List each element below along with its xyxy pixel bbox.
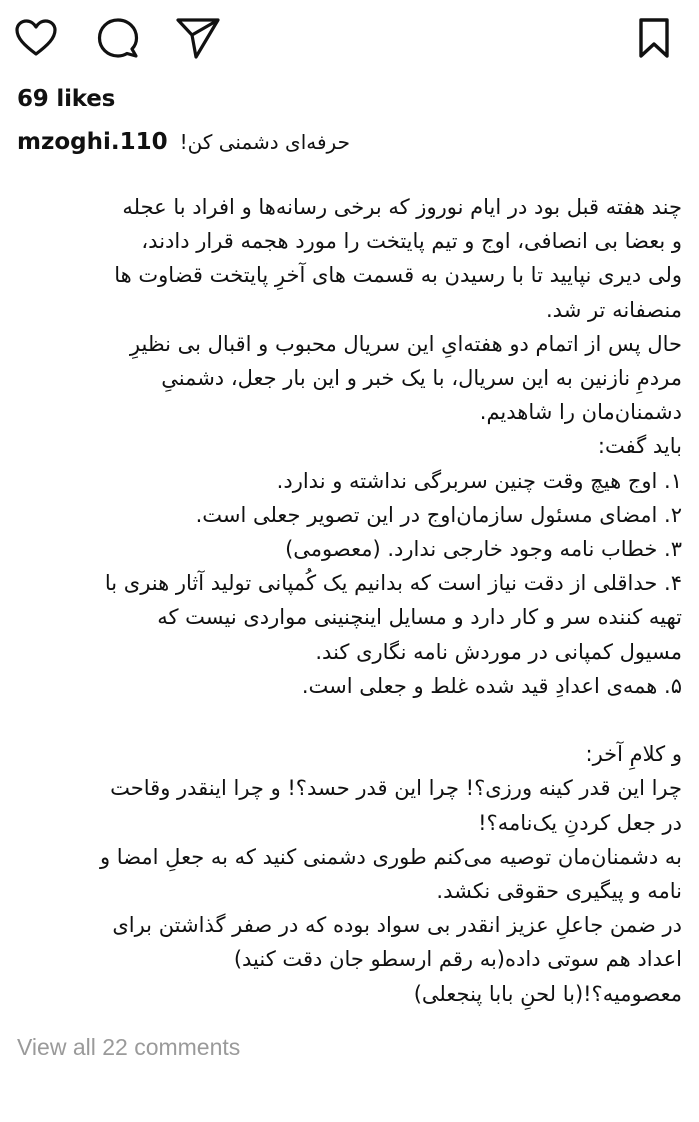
like-button[interactable] — [12, 14, 60, 62]
caption-line: در جعل کردنِ یک‌نامه؟! — [478, 810, 682, 835]
likes-count[interactable]: 69 likes — [17, 86, 116, 112]
save-button[interactable] — [630, 14, 678, 62]
caption-title: حرفه‌ای دشمنی کن! — [179, 130, 350, 154]
paper-plane-icon — [175, 16, 221, 60]
caption-line: تهیه کننده سر و کار دارد و مسایل اینچنینی مواردی نیست که — [157, 605, 682, 630]
caption-line: حال پس از اتمام دو هفته‌ایِ این سریال محبوب و اقبال بی نظیرِ — [129, 331, 682, 356]
caption-body — [17, 190, 682, 1011]
caption-line: و بعضا بی انصافی، اوج و تیم پایتخت را مورد هجمه قرار دادند، — [141, 229, 682, 254]
view-all-comments-link[interactable]: View all 22 comments — [17, 1034, 241, 1060]
post-action-bar — [0, 14, 699, 62]
caption-line: چرا این قدر کینه ورزی؟! چرا این قدر حسد؟! و چرا اینقدر وقاحت — [110, 776, 682, 801]
caption-line: در ضمن جاعلِ عزیز انقدر بی سواد بوده که در صفر گذاشتن برای — [112, 913, 682, 938]
caption-line: به دشمنان‌مان توصیه می‌کنم طوری دشمنی کنید که به جعلِ امضا و — [99, 844, 682, 869]
caption-line: ۵. همه‌ی اعدادِ قید شده غلط و جعلی است. — [301, 673, 682, 698]
caption-line: باید گفت: — [597, 434, 682, 459]
comment-button[interactable] — [94, 14, 142, 62]
caption-line: چند هفته قبل بود در ایام نوروز که برخی رسانه‌ها و افراد با عجله — [122, 195, 682, 219]
caption-line: مردمِ نازنین به این سریال، با یک خبر و این بار جعل، دشمنیِ — [161, 366, 682, 391]
caption-header — [17, 124, 682, 160]
caption-line: ۱. اوج هیچ وقت چنین سربرگی نداشته و ندارد. — [276, 468, 682, 493]
caption-line — [17, 703, 682, 737]
caption-line: دشمنان‌مان را شاهدیم. — [479, 400, 682, 425]
post-username[interactable]: mzoghi.110 — [17, 129, 168, 155]
caption-line: منصفانه تر شد. — [546, 297, 682, 322]
share-button[interactable] — [174, 14, 222, 62]
caption-line: ۳. خطاب نامه وجود خارجی ندارد. (معصومی) — [285, 537, 682, 562]
caption-line: ولی دیری نپایید تا با رسیدن به قسمت های آخرِ پایتخت قضاوت ها — [114, 263, 682, 288]
bookmark-outline-icon — [637, 17, 671, 59]
heart-outline-icon — [14, 18, 58, 58]
caption-line: نامه و پیگیری حقوقی نکشد. — [436, 879, 682, 904]
caption-line: مسیول کمپانی در موردش نامه نگاری کند. — [315, 639, 682, 664]
speech-bubble-icon — [96, 16, 140, 60]
caption-line: اعداد هم سوتی داده(به رقم ارسطو جان دقت کنید) — [233, 947, 682, 972]
caption-line: ۲. امضای مسئول سازمان‌اوج در این تصویر جعلی است. — [195, 502, 682, 527]
caption-line: ۴. حداقلی از دقت نیاز است که بدانیم یک کُمپانی تولید آثار هنری با — [104, 571, 682, 596]
caption-line: و کلامِ آخر: — [585, 742, 682, 767]
caption-line: معصومیه؟!(با لحنِ بابا پنجعلی) — [413, 981, 682, 1006]
